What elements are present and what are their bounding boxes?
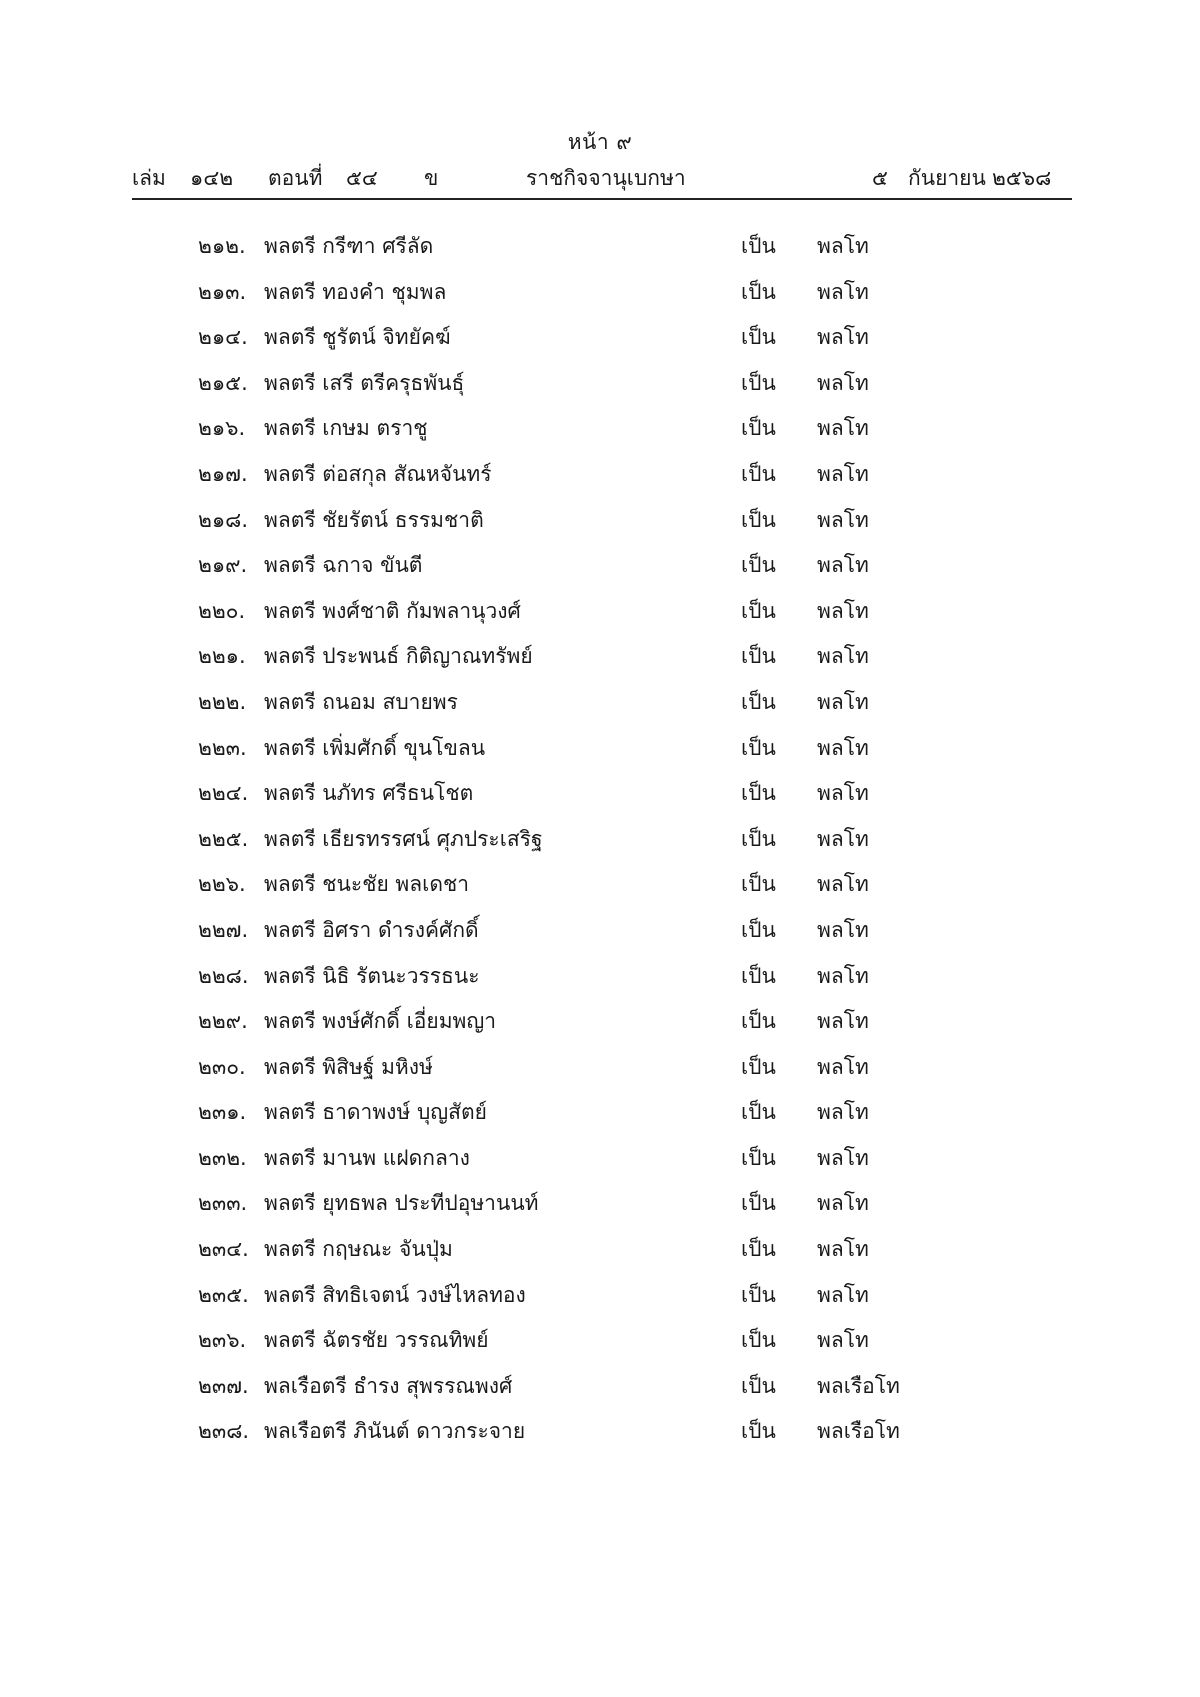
list-item (0, 591, 1200, 637)
date-month: กันยายน (908, 166, 986, 190)
entry-new-rank: พลโท (817, 1100, 869, 1125)
list-item (0, 1183, 1200, 1229)
entry-connector: เป็น (741, 1145, 776, 1170)
entry-name: พลตรี ถนอม สบายพร (264, 689, 458, 714)
entry-name: พลตรี ฉัตรชัย วรรณทิพย์ (264, 1328, 489, 1353)
entry-name: พลตรี กฤษณะ จันปุ่ม (264, 1237, 453, 1262)
entry-connector: เป็น (741, 689, 776, 714)
entry-number: ๒๑๕. (198, 370, 248, 395)
entry-connector: เป็น (741, 1373, 776, 1398)
entry-number: ๒๑๘. (198, 507, 249, 532)
list-item (0, 1320, 1200, 1366)
entry-name: พลตรี เพิ่มศักดิ์ ขุนโขลน (264, 735, 486, 760)
entry-number: ๒๒๐. (198, 598, 246, 623)
entry-number: ๒๒๒. (198, 689, 247, 714)
list-item (0, 317, 1200, 363)
entry-connector: เป็น (741, 598, 776, 623)
entry-connector: เป็น (741, 553, 776, 578)
entry-name: พลตรี ยุทธพล ประทีปอุษานนท์ (264, 1191, 539, 1216)
entry-name: พลตรี มานพ แฝดกลาง (264, 1145, 470, 1170)
entry-name: พลตรี สิทธิเจตน์ วงษ์ไหลทอง (264, 1282, 526, 1307)
entry-name: พลตรี พงษ์ศักดิ์ เอี่ยมพญา (264, 1009, 497, 1034)
header-divider (132, 198, 1072, 200)
gazette-header (132, 162, 1072, 192)
entry-number: ๒๒๗. (198, 917, 249, 942)
list-item (0, 454, 1200, 500)
entry-name: พลตรี อิศรา ดำรงค์ศักดิ์ (264, 917, 479, 942)
entry-number: ๒๓๕. (198, 1282, 249, 1307)
promotion-list (0, 226, 1200, 1457)
issue-label: ตอนที่ (268, 166, 323, 190)
entry-number: ๒๓๓. (198, 1191, 248, 1216)
entry-new-rank: พลโท (817, 689, 869, 714)
entry-number: ๒๑๖. (198, 416, 246, 441)
entry-new-rank: พลโท (817, 598, 869, 623)
entry-name: พลตรี ทองคำ ชุมพล (264, 279, 447, 304)
list-item (0, 272, 1200, 318)
entry-number: ๒๒๔. (198, 781, 249, 806)
entry-new-rank: พลโท (817, 1009, 869, 1034)
entry-connector: เป็น (741, 781, 776, 806)
entry-name: พลตรี เสรี ตรีครุธพันธุ์ (264, 370, 465, 395)
list-item (0, 545, 1200, 591)
entry-connector: เป็น (741, 1054, 776, 1079)
entry-name: พลตรี ชนะชัย พลเดชา (264, 872, 469, 897)
entry-connector: เป็น (741, 1282, 776, 1307)
list-item (0, 956, 1200, 1002)
list-item (0, 1138, 1200, 1184)
entry-name: พลตรี นิธิ รัตนะวรรธนะ (264, 963, 480, 988)
entry-connector: เป็น (741, 416, 776, 441)
entry-new-rank: พลโท (817, 416, 869, 441)
entry-new-rank: พลโท (817, 1282, 869, 1307)
entry-connector: เป็น (741, 325, 776, 350)
entry-connector: เป็น (741, 1191, 776, 1216)
entry-new-rank: พลโท (817, 1145, 869, 1170)
entry-name: พลตรี พงศ์ชาติ กัมพลานุวงศ์ (264, 598, 521, 623)
list-item (0, 682, 1200, 728)
volume-label: เล่ม (132, 166, 166, 190)
list-item (0, 636, 1200, 682)
entry-number: ๒๓๐. (198, 1054, 246, 1079)
entry-new-rank: พลโท (817, 917, 869, 942)
entry-new-rank: พลเรือโท (817, 1419, 900, 1444)
entry-new-rank: พลโท (817, 781, 869, 806)
entry-name: พลตรี ต่อสกุล สัณหจันทร์ (264, 461, 492, 486)
entry-connector: เป็น (741, 1419, 776, 1444)
issue-number: ๕๔ (346, 166, 378, 190)
entry-connector: เป็น (741, 1237, 776, 1262)
entry-number: ๒๓๖. (198, 1328, 247, 1353)
entry-name: พลตรี นภัทร ศรีธนโชต (264, 781, 474, 806)
entry-new-rank: พลโท (817, 279, 869, 304)
entry-connector: เป็น (741, 507, 776, 532)
entry-name: พลเรือตรี ธำรง สุพรรณพงศ์ (264, 1373, 513, 1398)
entry-connector: เป็น (741, 461, 776, 486)
entry-number: ๒๑๒. (198, 234, 246, 258)
entry-name: พลเรือตรี ภินันต์ ดาวกระจาย (264, 1419, 526, 1444)
entry-number: ๒๑๙. (198, 553, 248, 578)
entry-number: ๒๓๒. (198, 1145, 247, 1170)
entry-connector: เป็น (741, 1328, 776, 1353)
entry-new-rank: พลโท (817, 1054, 869, 1079)
entry-number: ๒๓๗. (198, 1373, 249, 1398)
entry-number: ๒๑๔. (198, 325, 248, 350)
entry-number: ๒๑๗. (198, 461, 248, 486)
entry-number: ๒๒๓. (198, 735, 247, 760)
list-item (0, 408, 1200, 454)
list-item (0, 1047, 1200, 1093)
entry-connector: เป็น (741, 917, 776, 942)
entry-name: พลตรี กรีฑา ศรีลัด (264, 234, 434, 258)
entry-new-rank: พลโท (817, 1191, 869, 1216)
gazette-title: ราชกิจจานุเบกษา (526, 166, 686, 190)
entry-name: พลตรี เกษม ตราชู (264, 416, 428, 441)
entry-new-rank: พลโท (817, 461, 869, 486)
page-number: หน้า ๙ (567, 130, 633, 154)
entry-number: ๒๒๘. (198, 963, 249, 988)
entry-new-rank: พลโท (817, 507, 869, 532)
list-item (0, 819, 1200, 865)
list-item (0, 910, 1200, 956)
entry-name: พลตรี ชัยรัตน์ ธรรมชาติ (264, 507, 484, 532)
date-year: ๒๕๖๘ (992, 166, 1052, 190)
entry-number: ๒๒๕. (198, 826, 249, 851)
list-item (0, 1366, 1200, 1412)
entry-number: ๒๓๘. (198, 1419, 250, 1444)
entry-connector: เป็น (741, 1009, 776, 1034)
entry-connector: เป็น (741, 1100, 776, 1125)
entry-new-rank: พลโท (817, 826, 869, 851)
entry-number: ๒๒๖. (198, 872, 246, 897)
entry-new-rank: พลโท (817, 963, 869, 988)
entry-name: พลตรี พิสิษฐ์ มหิงษ์ (264, 1054, 433, 1079)
list-item (0, 1411, 1200, 1457)
entry-connector: เป็น (741, 370, 776, 395)
entry-connector: เป็น (741, 826, 776, 851)
list-item (0, 728, 1200, 774)
list-item (0, 363, 1200, 409)
list-item (0, 1229, 1200, 1275)
entry-new-rank: พลโท (817, 644, 869, 669)
entry-name: พลตรี ฉกาจ ขันตี (264, 553, 423, 578)
entry-number: ๒๒๙. (198, 1009, 248, 1034)
entry-connector: เป็น (741, 735, 776, 760)
date-day: ๕ (872, 166, 888, 190)
entry-name: พลตรี เธียรทรรศน์ ศุภประเสริฐ (264, 826, 543, 851)
list-item (0, 864, 1200, 910)
entry-number: ๒๑๓. (198, 279, 247, 304)
entry-number: ๒๓๔. (198, 1237, 249, 1262)
entry-new-rank: พลโท (817, 234, 869, 258)
entry-connector: เป็น (741, 963, 776, 988)
entry-new-rank: พลโท (817, 872, 869, 897)
list-item (0, 773, 1200, 819)
entry-new-rank: พลเรือโท (817, 1373, 900, 1398)
section-letter: ข (424, 166, 439, 190)
entry-new-rank: พลโท (817, 325, 869, 350)
entry-new-rank: พลโท (817, 1237, 869, 1262)
entry-name: พลตรี ประพนธ์ กิติญาณทรัพย์ (264, 644, 533, 669)
list-item (0, 500, 1200, 546)
volume-number: ๑๔๒ (190, 166, 234, 190)
entry-name: พลตรี ชูรัตน์ จิทยัคฆ์ (264, 325, 451, 350)
list-item (0, 226, 1200, 272)
entry-number: ๒๒๑. (198, 644, 246, 669)
entry-new-rank: พลโท (817, 370, 869, 395)
list-item (0, 1275, 1200, 1321)
entry-connector: เป็น (741, 234, 776, 258)
entry-new-rank: พลโท (817, 735, 869, 760)
entry-connector: เป็น (741, 872, 776, 897)
entry-new-rank: พลโท (817, 553, 869, 578)
list-item (0, 1001, 1200, 1047)
entry-new-rank: พลโท (817, 1328, 869, 1353)
entry-number: ๒๓๑. (198, 1100, 247, 1125)
entry-connector: เป็น (741, 644, 776, 669)
list-item (0, 1092, 1200, 1138)
entry-connector: เป็น (741, 279, 776, 304)
entry-name: พลตรี ธาดาพงษ์ บุญสัตย์ (264, 1100, 487, 1125)
